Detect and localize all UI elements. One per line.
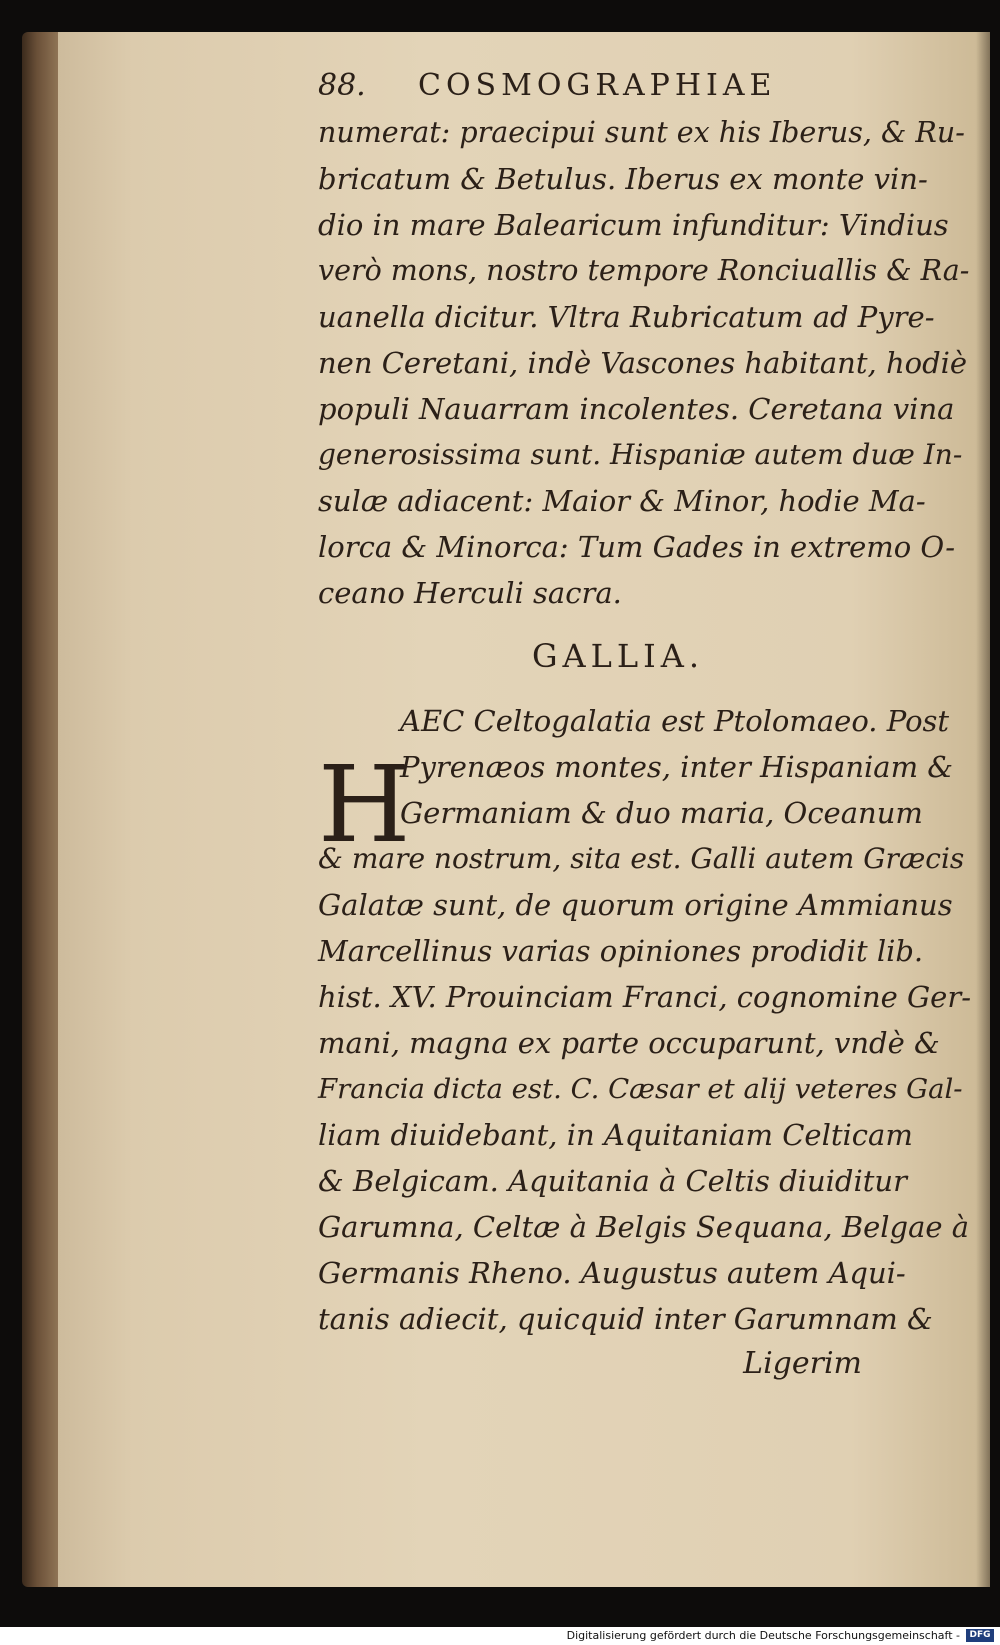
catchword: Ligerim <box>743 1346 862 1381</box>
text-block <box>318 60 972 1381</box>
text-line: populi Nauarram incolentes. Ceretana vina <box>318 392 955 426</box>
section-heading: GALLIA. <box>531 637 705 675</box>
running-header <box>318 60 972 110</box>
text-line: Pyrenæos montes, inter Hispaniam & <box>400 750 954 784</box>
text-line: uanella dicitur. Vltra Rubricatum ad Pyre- <box>318 300 935 334</box>
text-line: verò mons, nostro tempore Ronciuallis & Ra- <box>318 254 970 287</box>
text-line: tanis adiecit, quicquid inter Garumnam & <box>318 1302 933 1336</box>
text-line: ceano Herculi sacra. <box>318 576 622 610</box>
text-line: & mare nostrum, sita est. Galli autem Græcis <box>318 842 965 875</box>
text-line: Germaniam & duo maria, Oceanum <box>400 796 923 830</box>
text-line: numerat: praecipui sunt ex his Iberus, & Ru- <box>318 116 965 149</box>
text-line: Francia dicta est. C. Cæsar et alij veteres Gal- <box>318 1073 963 1105</box>
dfg-logo-icon: DFG <box>966 1629 994 1642</box>
text-line: Galatæ sunt, de quorum origine Ammianus <box>318 888 953 922</box>
text-line: Garumna, Celtæ à Belgis Sequana, Belgae à <box>318 1210 970 1244</box>
paragraph-body <box>318 836 972 1342</box>
page-number: 88. <box>318 67 366 103</box>
text-line: liam diuidebant, in Aquitaniam Celticam <box>318 1118 913 1152</box>
text-line: hist. XV. Prouinciam Franci, cognomine Ger- <box>318 980 971 1014</box>
text-line: Germanis Rheno. Augustus autem Aqui- <box>318 1256 906 1290</box>
text-line: nen Ceretani, indè Vascones habitant, hodiè <box>318 346 968 380</box>
text-line: dio in mare Balearicum infunditur: Vindius <box>318 208 949 242</box>
text-line: sulæ adiacent: Maior & Minor, hodie Ma- <box>318 484 926 518</box>
gutter-shadow <box>976 32 990 1587</box>
paragraph-top <box>318 110 972 616</box>
running-title: COSMOGRAPHIAE <box>418 67 777 103</box>
drop-cap-initial: H <box>318 743 411 866</box>
paragraph-section-opening <box>318 698 972 836</box>
text-line: mani, magna ex parte occuparunt, vndè & <box>318 1026 940 1060</box>
footer-credit: Digitalisierung gefördert durch die Deutsche Forschungsgemeinschaft - <box>566 1629 960 1642</box>
text-line: AEC Celtogalatia est Ptolomaeo. Post <box>400 704 950 738</box>
text-line: Marcellinus varias opiniones prodidit lib. <box>318 934 924 968</box>
text-line: & Belgicam. Aquitania à Celtis diuiditur <box>318 1164 907 1198</box>
text-line: lorca & Minorca: Tum Gades in extremo O- <box>318 530 956 564</box>
digitization-footer <box>0 1627 1000 1645</box>
text-line: generosissima sunt. Hispaniæ autem duæ In- <box>318 438 963 471</box>
text-line: bricatum & Betulus. Iberus ex monte vin- <box>318 162 928 196</box>
